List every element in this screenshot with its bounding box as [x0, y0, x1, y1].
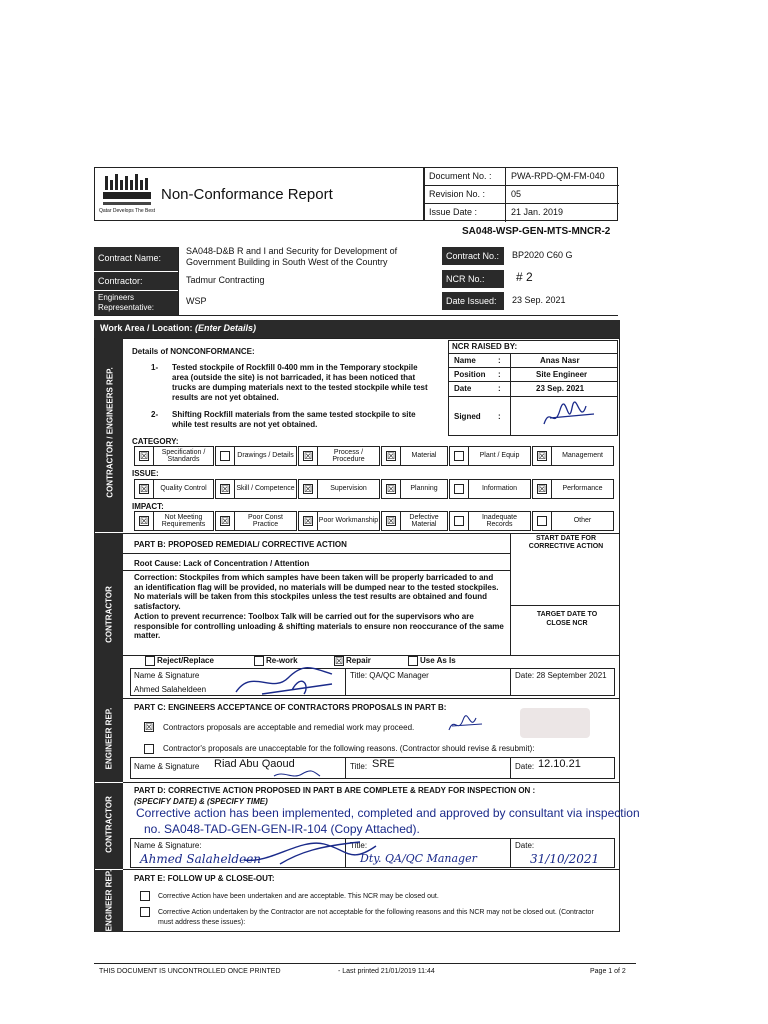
category-title: CATEGORY:: [132, 437, 179, 446]
part-d-title-value: Dty. QA/QC Manager: [360, 852, 477, 865]
contract-no-label: Contract No.:: [442, 247, 504, 265]
work-area-bar: [94, 320, 620, 338]
category-checkbox[interactable]: [454, 451, 464, 461]
disposition-label: Use As Is: [420, 656, 456, 665]
side-label-contractor-eng: CONTRACTOR / ENGINEERS REP.: [105, 367, 115, 498]
category-option: [381, 446, 448, 466]
raised-name-label: Name: [454, 356, 476, 365]
issue-option: [532, 479, 614, 499]
category-label: Plant / Equip: [479, 452, 520, 460]
category-label: Drawings / Details: [237, 452, 294, 460]
issue-checkbox[interactable]: ☒: [538, 484, 547, 494]
report-title: Non-Conformance Report: [161, 186, 333, 203]
target-date-label: TARGET DATE TO CLOSE NCR: [536, 611, 598, 627]
contractor-label: Contractor:: [94, 272, 178, 290]
part-b-sig-label: Name & Signature: [134, 671, 200, 680]
ncr-no-value: # 2: [516, 270, 533, 284]
part-b-sig-name: Ahmed Salaheldeen: [134, 685, 207, 694]
disposition-checkbox[interactable]: ☒: [335, 656, 344, 666]
part-c-title-label: Title:: [350, 762, 368, 771]
issue-label: Skill / Competence: [236, 485, 295, 493]
issue-option: [134, 479, 214, 499]
category-checkbox[interactable]: ☒: [538, 451, 547, 461]
raised-name-value: Anas Nasr: [540, 356, 580, 365]
impact-label: Inadequate Records: [481, 513, 518, 528]
part-c-title-value: SRE: [372, 758, 395, 770]
part-d-sig-label: Name & Signature:: [134, 841, 202, 850]
item2-num: 2-: [151, 410, 159, 419]
part-c-date-value: 12.10.21: [538, 758, 581, 770]
issue-checkbox[interactable]: ☒: [387, 484, 396, 494]
part-b-date-field: Date: 28 September 2021: [515, 671, 607, 680]
disposition-label: Re-work: [266, 656, 298, 665]
part-d-text-1: Corrective action has been implemented, completed and approved by consultant via inspection: [136, 806, 640, 820]
category-checkbox[interactable]: [220, 451, 230, 461]
category-label: Process / Procedure: [332, 448, 365, 463]
side-label-part-e: ENGINEER REP.: [104, 869, 114, 932]
part-e-reject-text: Corrective Action undertaken by the Contractor are not acceptable for the following reasons and this NCR may not be closed out. (Contractor must address these issues):: [158, 909, 594, 926]
part-d-title: PART D: CORRECTIVE ACTION PROPOSED IN PART B ARE COMPLETE & READY FOR INSPECTION ON :: [134, 786, 536, 795]
part-d-text-2: no. SA048-TAD-GEN-GEN-IR-104 (Copy Attached).: [144, 822, 420, 836]
category-option: [449, 446, 531, 466]
issue-label: Supervision: [330, 485, 367, 493]
rev-no-value: 05: [511, 189, 522, 199]
issue-option: [449, 479, 531, 499]
issue-checkbox[interactable]: [454, 484, 464, 494]
part-d-date-value: 31/10/2021: [530, 852, 600, 866]
issue-date-value: 21 Jan. 2019: [511, 207, 564, 217]
category-option: [134, 446, 214, 466]
impact-checkbox[interactable]: ☒: [221, 516, 230, 526]
official-stamp: [520, 708, 590, 738]
eng-rep-label: Engineers Representative:: [94, 291, 178, 315]
part-d-date-label: Date:: [515, 841, 535, 850]
footer-right: Page 1 of 2: [590, 968, 626, 975]
category-label: Specification / Standards: [161, 448, 206, 463]
part-d-title-label: Title:: [350, 841, 368, 850]
footer-left: THIS DOCUMENT IS UNCONTROLLED ONCE PRINTED: [99, 968, 281, 975]
date-issued-value: 23 Sep. 2021: [512, 295, 566, 305]
part-c-accept-text: Contractors proposals are acceptable and remedial work may proceed.: [163, 723, 415, 732]
impact-checkbox[interactable]: ☒: [387, 516, 396, 526]
category-option: [215, 446, 297, 466]
part-e-title: PART E: FOLLOW UP & CLOSE-OUT:: [134, 874, 275, 883]
impact-label: Not Meeting Requirements: [161, 513, 206, 528]
impact-option: [134, 511, 214, 531]
raised-colon-1: :: [498, 356, 501, 365]
signature-riad: [272, 768, 322, 787]
part-b-title: PART B: PROPOSED REMEDIAL/ CORRECTIVE ACTION: [134, 540, 347, 549]
signature-engineer-c: [446, 714, 486, 741]
issue-checkbox[interactable]: ☒: [140, 484, 149, 494]
item2-text: Shifting Rockfill materials from the same tested stockpile to site while test results are not yet obtained.: [172, 410, 416, 429]
part-c-reject-checkbox[interactable]: [144, 744, 154, 754]
impact-checkbox[interactable]: ☒: [304, 516, 313, 526]
impact-option: [532, 511, 614, 531]
details-title: Details of NONCONFORMANCE:: [132, 347, 255, 356]
raised-colon-3: :: [498, 384, 501, 393]
contract-name-value: SA048-D&B R and I and Security for Development of Government Building in South West of the Country: [186, 246, 398, 267]
raised-colon-2: :: [498, 370, 501, 379]
raised-position-label: Position: [454, 370, 486, 379]
signature-anas: [540, 400, 600, 437]
root-cause: Root Cause: Lack of Concentration / Attention: [134, 559, 310, 568]
issue-option: [215, 479, 297, 499]
part-d-sig-name: Ahmed Salaheldeen: [140, 852, 262, 866]
part-c-sig-label: Name & Signature: [134, 762, 200, 771]
ncr-no-label: NCR No.:: [442, 270, 504, 288]
category-label: Management: [562, 452, 603, 460]
part-c-title: PART C: ENGINEERS ACCEPTANCE OF CONTRACTORS PROPOSALS IN PART B:: [134, 703, 447, 712]
part-d-subtitle: (SPECIFY DATE) & (SPECIFY TIME): [134, 797, 268, 806]
category-label: Material: [411, 452, 437, 460]
correction-text: Correction: Stockpiles from which samples have been taken will be properly barricaded to and an identification flag will be provided, no materials will be dumped near to the tested stockpiles. No materials will be taken from this stockpiles unless the test results are obtained and found satisfactory.: [134, 573, 499, 611]
rev-no-label: Revision No. :: [429, 189, 486, 199]
side-label-part-d: CONTRACTOR: [104, 796, 114, 853]
issue-checkbox[interactable]: ☒: [304, 484, 313, 494]
impact-label: Poor Workmanship: [318, 517, 379, 525]
issue-checkbox[interactable]: ☒: [221, 484, 230, 494]
prevent-text: Action to prevent recurrence: Toolbox Talk will be carried out for the supervisors who are responsible for controlling unloading & shifting materials to ensure non reoccurance of the same matter.: [134, 612, 504, 640]
part-e-accept-checkbox[interactable]: [140, 891, 150, 901]
category-checkbox[interactable]: ☒: [140, 451, 149, 461]
part-c-date-label: Date:: [515, 762, 535, 771]
issue-label: Performance: [562, 485, 603, 493]
contract-name-label: Contract Name:: [94, 247, 178, 271]
issue-label: Information: [481, 485, 518, 493]
disposition-checkbox[interactable]: [145, 656, 155, 666]
category-option: [532, 446, 614, 466]
issue-date-label: Issue Date :: [429, 207, 478, 217]
impact-checkbox[interactable]: [537, 516, 547, 526]
impact-title: IMPACT:: [132, 502, 164, 511]
part-c-sig-name: Riad Abu Qaoud: [214, 758, 295, 770]
logo-caption: Qatar Develops The Best: [99, 208, 156, 214]
part-c-accept-checkbox[interactable]: ☒: [145, 722, 154, 732]
issue-label: Quality Control: [160, 485, 207, 493]
doc-fields: [424, 167, 618, 221]
impact-label: Defective Material: [409, 513, 439, 528]
part-e-reject-checkbox[interactable]: [140, 907, 150, 917]
issue-label: Planning: [410, 485, 438, 493]
work-area-hint: (Enter Details): [195, 323, 257, 333]
impact-option: [449, 511, 531, 531]
item1-text: Tested stockpile of Rockfill 0-400 mm in the Temporary stockpile area (outside the site) is not barricaded, it has been noticed that trucks are dumping materials next to the tested stockpile while test results are not yet obtained.: [172, 363, 428, 402]
date-issued-label: Date Issued:: [442, 292, 504, 310]
issue-option: [298, 479, 380, 499]
work-area-label: Work Area / Location:: [100, 323, 193, 333]
impact-option: [215, 511, 297, 531]
disposition-checkbox[interactable]: [408, 656, 418, 666]
doc-no-value: PWA-RPD-QM-FM-040: [511, 171, 605, 181]
raised-position-value: Site Engineer: [536, 370, 588, 379]
footer-middle: - Last printed 21/01/2019 11:44: [338, 968, 435, 975]
raised-date-value: 23 Sep. 2021: [536, 384, 585, 393]
impact-option: [298, 511, 380, 531]
start-date-label: START DATE FOR CORRECTIVE ACTION: [528, 535, 604, 550]
issue-option: [381, 479, 448, 499]
impact-option: [381, 511, 448, 531]
contract-no-value: BP2020 C60 G: [512, 250, 573, 260]
impact-checkbox[interactable]: [454, 516, 464, 526]
header-block: [94, 167, 424, 221]
raised-by-title: NCR RAISED BY:: [452, 342, 518, 351]
signed-colon: :: [498, 412, 501, 421]
signed-label: Signed: [454, 412, 481, 421]
impact-label: Other: [573, 517, 592, 525]
raised-date-label: Date: [454, 384, 472, 393]
category-checkbox[interactable]: ☒: [387, 451, 396, 461]
doc-no-label: Document No. :: [429, 171, 492, 181]
disposition-label: Reject/Replace: [157, 656, 214, 665]
issue-title: ISSUE:: [132, 469, 159, 478]
eng-rep-value: WSP: [186, 296, 207, 306]
category-checkbox[interactable]: ☒: [304, 451, 313, 461]
ref-code: SA048-WSP-GEN-MTS-MNCR-2: [462, 226, 611, 237]
part-c-reject-text: Contractor's proposals are unacceptable for the following reasons. (Contractor should revise & resubmit):: [163, 744, 535, 753]
disposition-label: Repair: [346, 656, 371, 665]
contractor-value: Tadmur Contracting: [186, 275, 265, 285]
side-label-part-c: ENGINEER REP.: [104, 707, 114, 770]
part-b-title-field: Title: QA/QC Manager: [350, 671, 429, 680]
impact-checkbox[interactable]: ☒: [140, 516, 149, 526]
part-e-accept-text: Corrective Action have been undertaken and are acceptable. This NCR may be closed out.: [158, 893, 439, 900]
category-option: [298, 446, 380, 466]
impact-label: Poor Const Practice: [247, 513, 284, 528]
side-label-part-b: CONTRACTOR: [104, 586, 114, 643]
item1-num: 1-: [151, 363, 159, 372]
